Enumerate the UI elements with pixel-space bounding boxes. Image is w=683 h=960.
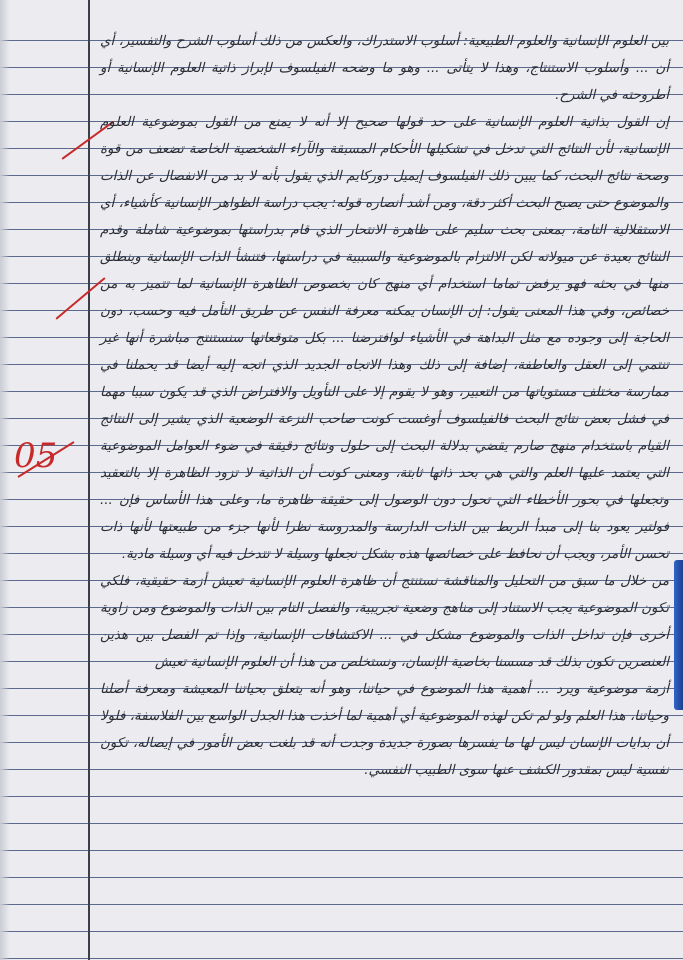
- margin-line: [88, 0, 90, 960]
- essay-paragraph-4: أزمة موضوعية ويرد ... أهمية هذا الموضوع في حياتنا، وهو أنه يتعلق بحياتنا المعيشة ومعرفة أصلنا وحياتنا، هذا العلم ولو لم تكن لهذه الموضوعية أي أهمية لما أخذت هذا الجدل الواسع بين الفلاسفة، فلولا أن بدايات الإنسان ليس لها ما يفسرها بصورة جديدة وجدت أنه قد بلغت بعض الأمور في إيصاله، تكون نفسية ليس بمقدور الكشف عنها سوى الطبيب النفسي.: [100, 682, 669, 778]
- essay-paragraph-2: إن القول بذاتية العلوم الإنسانية على حد قولها صحيح إلا أنه لا يمنع من القول بموضوعية العلوم الإنسانية، لأن النتائج التي تدخل في تشكيلها الأحكام المسبقة والآراء الشخصية الخاصة تضعف من قوة وصحة نتائج البحث، كما يبين ذلك الفيلسوف إيميل دوركايم الذي يقول بأنه لا بد من الانفصال عن الذات والموضوع حتى يصبح البحث أكثر دقة، ومن أشد أنصاره قوله: يجب دراسة الظواهر الإنسانية كأشياء، أي الاستقلالية التامة، بمعنى بحث سليم على ظاهرة الانتحار الذي قام بدراستها بموضوعية شاملة وقدم النتائج بعيدة عن ميولاته لكن الالتزام بالموضوعية والسببية في دراستها، فتنشأ الذات الإنسانية وينطلق منها في بحثه فهو يرفض تماما استخدام أي منهج كان بخصوص الظاهرة الإنسانية لما تتميز به من خصائص، وفي هذا المعنى يقول: إن الإنسان يمكنه معرفة النفس عن طريق التأمل فيه وحسب، دون الحاجة إلى وجوده مع مثل البداهة في الأشياء لوافترضنا ... بكل متوقعاتها سنستنتج مباشرة أنها غير تنتمي إلى العقل والعاطفة، إضافة إلى ذلك وهذا الاتجاه الجديد الذي اتجه إليه أيضا قد يحملنا في ممارسة مختلف مستوياتها من التعبير، وهو لا يقوم إلا على التأويل والافتراض الذي قد يكون سببا مهما في فشل بعض نتائج البحث فالفيلسوف أوغست كونت صاحب النزعة الوضعية الذي يشير إلى النتائج القيام باستخدام منهج صارم يقضي بدلالة البحث إلى حلول ونتائج دقيقة في ضوء العوامل الموضوعية التي يعتمد عليها العلم والتي هي بحد ذاتها ثابتة، ومعنى كونت أن الذاتية لا تزود الظاهرة إلا بالتعقيد وتجعلها في بحور الأخطاء التي تحول دون الوصول إلى حقيقة ظاهرة ما، وعلى هذا الأساس فإن ... فولتير يعود بنا إلى مبدأ الربط بين الذات الدارسة والمدروسة نظرا لأنها جزء من طبيعتها لأنها ذات تحسن الأمر، ويجب أن نحافظ على خصائصها هذه بشكل نجعلها وسيلة لا تتدخل فيه أي وسيلة مادية.: [100, 115, 669, 562]
- page-edge-shadow: [0, 0, 10, 960]
- essay-paragraph-1: بين العلوم الإنسانية والعلوم الطبيعية: أسلوب الاستدراك، والعكس من ذلك أسلوب الشرح والتفسير، أي أن ... وأسلوب الاستنتاج، وهذا لا يتأتى ... وهو ما وضحه الفيلسوف لإبراز ذاتية العلوم الإنسانية أو أطروحته في الشرح.: [100, 34, 669, 103]
- red-check-mark: [55, 277, 105, 320]
- handwritten-essay: [100, 28, 669, 784]
- grade-mark: [14, 436, 72, 494]
- essay-paragraph-3: من خلال ما سبق من التحليل والمناقشة نستنتج أن ظاهرة العلوم الإنسانية تعيش أزمة حقيقية، فلكي تكون الموضوعية يجب الاستناد إلى مناهج وضعية تجريبية، والفصل التام بين الذات والموضوع ومن زاوية أخرى فإن تداخل الذات والموضوع مشكل في ... الاكتشافات الإنسانية، وإذا تم الفصل بين هذين العنصرين تكون بذلك قد مسسنا بخاصية الإنسان، ونستخلص من هذا أن العلوم الإنسانية تعيش: [100, 574, 669, 670]
- blue-object-edge: [674, 560, 683, 710]
- grade-value: 05: [14, 436, 58, 476]
